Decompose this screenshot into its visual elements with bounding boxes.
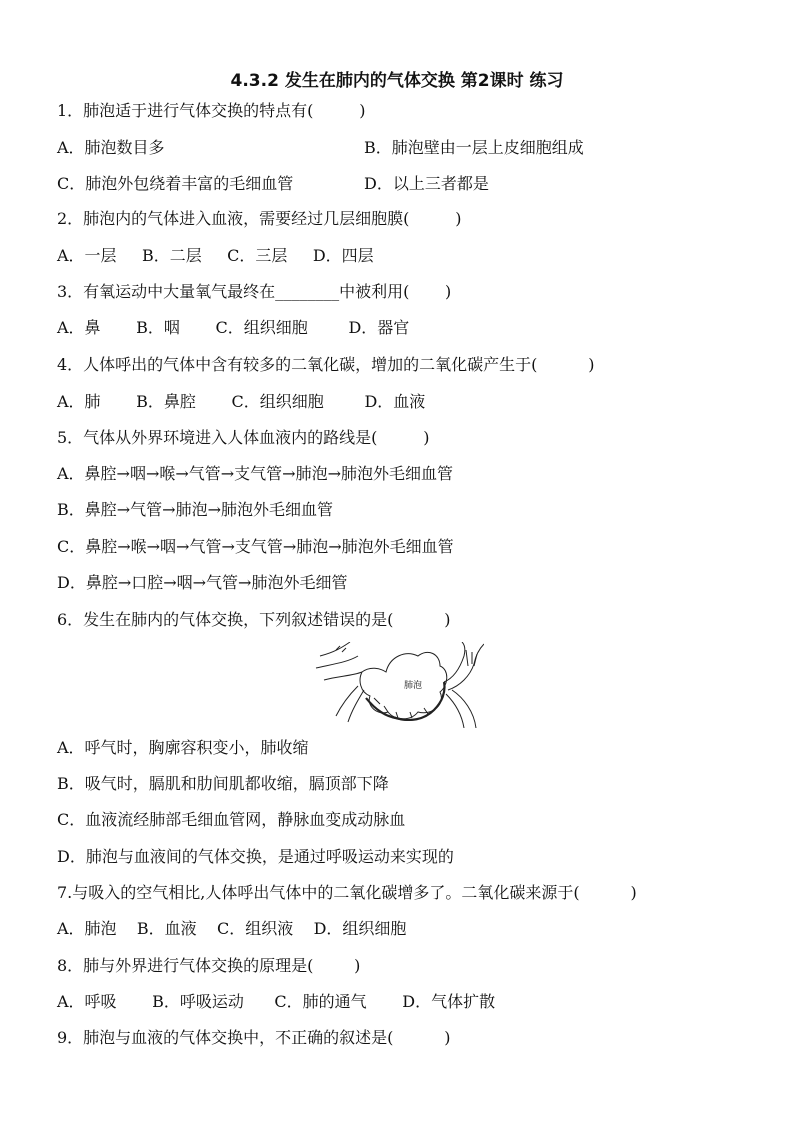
q6-option-b: B．吸气时，膈肌和肋间肌都收缩，膈顶部下降	[57, 774, 389, 793]
question-6: 6．发生在肺内的气体交换，下列叙述错误的是( )	[57, 610, 451, 629]
question-5: 5．气体从外界环境进入人体血液内的路线是( )	[57, 428, 430, 447]
q5-option-c: C．鼻腔→喉→咽→气管→支气管→肺泡→肺泡外毛细血管	[57, 537, 454, 556]
q5-option-a: A．鼻腔→咽→喉→气管→支气管→肺泡→肺泡外毛细血管	[57, 464, 453, 483]
q6-option-a: A．呼气时，胸廓容积变小，肺收缩	[57, 738, 309, 757]
q5-option-d: D．鼻腔→口腔→咽→气管→肺泡外毛细管	[57, 573, 348, 592]
question-8: 8．肺与外界进行气体交换的原理是( )	[57, 956, 361, 975]
q6-option-d: D．肺泡与血液间的气体交换，是通过呼吸运动来实现的	[57, 847, 454, 866]
page-title: 4.3.2 发生在肺内的气体交换 第2课时 练习	[230, 71, 564, 91]
question-1: 1．肺泡适于进行气体交换的特点有( )	[57, 101, 366, 120]
q5-option-b: B．鼻腔→气管→肺泡→肺泡外毛细血管	[57, 500, 333, 519]
q1-option-b: B．肺泡壁由一层上皮细胞组成	[364, 138, 584, 157]
q7-options: A．肺泡 B．血液 C．组织液 D．组织细胞	[57, 919, 407, 938]
q4-options: A．肺 B．鼻腔 C．组织细胞 D．血液	[57, 392, 426, 411]
question-9: 9．肺泡与血液的气体交换中，不正确的叙述是( )	[57, 1028, 451, 1047]
question-2: 2．肺泡内的气体进入血液，需要经过几层细胞膜( )	[57, 209, 462, 228]
question-7: 7.与吸入的空气相比,人体呼出气体中的二氧化碳增多了。二氧化碳来源于( )	[57, 883, 637, 902]
q8-options: A．呼吸 B．呼吸运动 C．肺的通气 D．气体扩散	[57, 992, 496, 1011]
question-4: 4．人体呼出的气体中含有较多的二氧化碳，增加的二氧化碳产生于( )	[57, 355, 595, 374]
q1-option-a: A．肺泡数目多	[57, 138, 165, 157]
q2-options: A．一层 B．二层 C．三层 D．四层	[57, 246, 374, 265]
q3-options: A．鼻 B．咽 C．组织细胞 D．器官	[57, 318, 410, 337]
q1-option-c: C．肺泡外包绕着丰富的毛细血管	[57, 174, 294, 193]
q6-option-c: C．血液流经肺部毛细血管网，静脉血变成动脉血	[57, 810, 406, 829]
alveolus-label: 肺泡	[404, 681, 423, 691]
question-3: 3．有氧运动中大量氧气最终在________中被利用( )	[57, 282, 452, 301]
q1-option-d: D．以上三者都是	[364, 174, 489, 193]
alveolus-figure	[314, 642, 484, 728]
